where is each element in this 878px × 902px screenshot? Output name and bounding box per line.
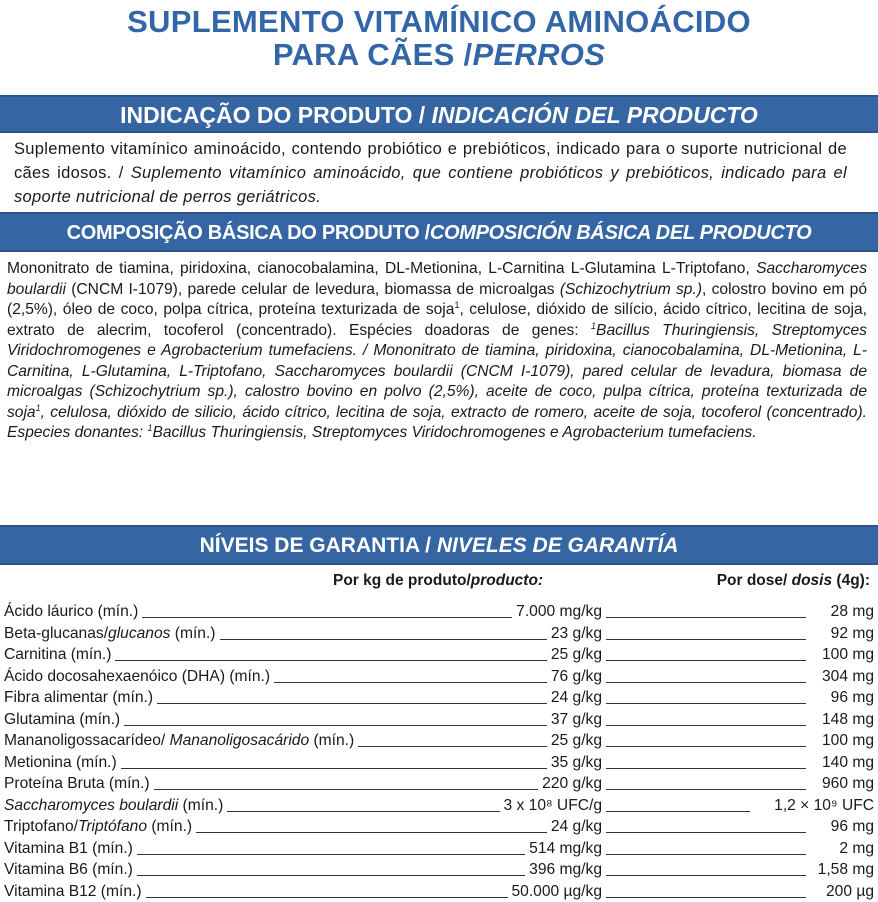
comp-sup-3: 1 [36, 402, 41, 412]
leader-line [606, 601, 806, 618]
composition-text [7, 259, 867, 444]
value-per-kg: 50.000 µg/kg [512, 881, 603, 902]
leader-line [606, 752, 806, 769]
table-row [4, 752, 874, 774]
leader-line [154, 773, 539, 790]
nutrient-name [4, 623, 216, 645]
value-per-kg: 3 x 10⁸ UFC/g [504, 795, 602, 817]
comp-es-i: Bacillus Thuringiensis, Streptomyces Viridochromogenes e Agrobacterium tumefaciens. [152, 424, 756, 441]
value-per-dose: 1,2 × 10⁹ UFC [754, 795, 874, 817]
col1-pt: Por kg de produto/ [333, 572, 471, 589]
value-per-dose: 200 µg [810, 881, 874, 902]
value-per-kg: 35 g/kg [551, 752, 602, 774]
nutrient-name-es: Saccharomyces boulardii [4, 797, 178, 814]
value-per-dose: 140 mg [810, 752, 874, 774]
table-row [4, 730, 874, 752]
guarantee-table [4, 601, 874, 902]
value-per-dose: 148 mg [810, 709, 874, 731]
table-row [4, 816, 874, 838]
nutrient-name-tail: (mín.) [309, 732, 354, 749]
value-per-dose: 2 mg [810, 838, 874, 860]
leader-line [115, 644, 546, 661]
title-line-1: SUPLEMENTO VITAMÍNICO AMINOÁCIDO [0, 5, 878, 38]
nutrient-name-pt: Carnitina (mín.) [4, 646, 111, 663]
nutrient-name [4, 730, 354, 752]
value-per-kg: 7.000 mg/kg [516, 601, 602, 623]
indication-text-es: Suplemento vitamínico aminoácido, que contiene probióticos y prebióticos, indicado para el soporte nutricional de perros geriátricos. [14, 164, 847, 206]
composition-heading-es: COMPOSICIÓN BÁSICA DEL PRODUCTO [430, 222, 811, 244]
indication-heading-pt: INDICAÇÃO DO PRODUTO / [120, 102, 431, 128]
nutrient-name [4, 859, 133, 881]
leader-line [606, 795, 750, 812]
col2-tail: (4g): [832, 572, 870, 589]
value-per-dose: 92 mg [810, 623, 874, 645]
leader-line [606, 644, 806, 661]
leader-line [606, 709, 806, 726]
table-row [4, 795, 874, 817]
nutrient-name [4, 881, 142, 902]
value-per-dose: 960 mg [810, 773, 874, 795]
nutrient-name-pt: Vitamina B12 (mín.) [4, 883, 142, 900]
leader-line [220, 623, 547, 640]
leader-line [606, 838, 806, 855]
table-row [4, 881, 874, 902]
table-row [4, 709, 874, 731]
leader-line [606, 687, 806, 704]
composition-heading [0, 212, 878, 252]
nutrient-name-pt: Mananoligossacarídeo/ [4, 732, 170, 749]
nutrient-name [4, 816, 192, 838]
comp-pt-g: Bacillus Thuringiensis, Streptomyces Viridochromogenes e Agrobacterium tumefaciens. / Mononitrato de tiamina, piridoxina, cianocobalamina, DL-Metionina, L-Carnitina, L-Glutamina, L-Triptofano, Saccharomyces boulardii (CNCM I-1079), pared celular de levadura, biomasa de microalgas (Schizochytrium sp.), calostro bovino en polvo (2,5%), aceite de coco, pulpa cítrica, proteína texturizada de soja [7, 322, 867, 421]
leader-line [146, 881, 508, 898]
col2-pt: Por dose/ [717, 572, 792, 589]
composition-heading-pt: COMPOSIÇÃO BÁSICA DO PRODUTO / [67, 222, 430, 244]
table-row [4, 601, 874, 623]
column-header-per-kg [333, 572, 543, 590]
comp-pt-e: , colostro bovino em pó (2,5%), óleo de coco, polpa cítrica, proteína texturizada de soja [7, 281, 867, 319]
nutrient-name [4, 709, 120, 731]
nutrient-name [4, 838, 133, 860]
value-per-kg: 220 g/kg [542, 773, 602, 795]
nutrient-name-es: Triptófano [78, 818, 147, 835]
value-per-dose: 304 mg [810, 666, 874, 688]
value-per-dose: 96 mg [810, 687, 874, 709]
column-header-per-dose [717, 572, 870, 590]
leader-line [358, 730, 547, 747]
value-per-dose: 100 mg [810, 730, 874, 752]
indication-text [14, 137, 847, 209]
nutrient-name-pt: Vitamina B6 (mín.) [4, 861, 133, 878]
nutrient-name [4, 644, 111, 666]
leader-line [142, 601, 512, 618]
leader-line [606, 773, 806, 790]
leader-line [157, 687, 547, 704]
nutrient-name-tail: (mín.) [147, 818, 192, 835]
nutrient-name [4, 687, 153, 709]
nutrient-name-pt: Beta-glucanas/ [4, 625, 108, 642]
title-line-2-es: PERROS [472, 37, 605, 72]
nutrient-name-pt: Ácido docosahexaenóico (DHA) (mín.) [4, 668, 270, 685]
table-row [4, 773, 874, 795]
leader-line [227, 795, 499, 812]
leader-line [137, 838, 525, 855]
leader-line [274, 666, 547, 683]
leader-line [606, 730, 806, 747]
value-per-dose: 96 mg [810, 816, 874, 838]
guarantee-heading-es: NIVELES DE GARANTÍA [437, 534, 679, 557]
leader-line [121, 752, 547, 769]
value-per-kg: 25 g/kg [551, 644, 602, 666]
value-per-kg: 76 g/kg [551, 666, 602, 688]
nutrient-name [4, 752, 117, 774]
col2-es: dosis [792, 572, 832, 589]
title-line-2-pt: PARA CÃES / [273, 37, 473, 72]
comp-sup-1: 1 [454, 300, 459, 310]
nutrient-name-pt: Ácido láurico (mín.) [4, 603, 138, 620]
table-row [4, 623, 874, 645]
table-row [4, 644, 874, 666]
nutrient-name [4, 666, 270, 688]
nutrient-name [4, 795, 223, 817]
leader-line [196, 816, 547, 833]
comp-pt-b: Saccharomyces boulardii [7, 260, 867, 298]
guarantee-heading-pt: NÍVEIS DE GARANTIA / [200, 534, 437, 557]
table-row [4, 687, 874, 709]
nutrient-name-pt: Triptofano/ [4, 818, 78, 835]
value-per-dose: 1,58 mg [810, 859, 874, 881]
guarantee-heading [0, 525, 878, 565]
value-per-kg: 24 g/kg [551, 687, 602, 709]
nutrient-name-pt: Vitamina B1 (mín.) [4, 840, 133, 857]
value-per-kg: 37 g/kg [551, 709, 602, 731]
comp-pt-c: (CNCM I-1079), parede celular de levedura, biomassa de microalgas [66, 281, 560, 298]
indication-text-pt: Suplemento vitamínico aminoácido, contendo probiótico e prebióticos, indicado para o suporte nutricional de cães idosos. / [14, 140, 847, 182]
comp-sup-4: 1 [147, 423, 152, 433]
leader-line [606, 816, 806, 833]
nutrient-name-pt: Proteína Bruta (mín.) [4, 775, 150, 792]
value-per-dose: 100 mg [810, 644, 874, 666]
comp-es-h: , celulosa, dióxido de silicio, ácido cítrico, lecitina de soja, extracto de romero, aceite de soja, tocoferol (concentrado). Especies donantes: [7, 404, 867, 442]
indication-heading-es: INDICACIÓN DEL PRODUCTO [432, 102, 758, 128]
comp-pt-a: Mononitrato de tiamina, piridoxina, cianocobalamina, DL-Metionina, L-Carnitina L-Glutamina L-Triptofano, [7, 260, 756, 277]
comp-pt-d: (Schizochytrium sp.) [560, 281, 702, 298]
table-row [4, 859, 874, 881]
leader-line [137, 859, 525, 876]
value-per-kg: 396 mg/kg [529, 859, 602, 881]
nutrient-name-tail: (mín.) [170, 625, 215, 642]
table-row [4, 838, 874, 860]
comp-sup-2: 1 [591, 320, 596, 330]
page-title [0, 5, 878, 71]
col1-es: producto: [471, 572, 543, 589]
leader-line [124, 709, 547, 726]
leader-line [606, 881, 806, 898]
table-row [4, 666, 874, 688]
nutrient-name-es: glucanos [108, 625, 170, 642]
leader-line [606, 623, 806, 640]
value-per-kg: 514 mg/kg [529, 838, 602, 860]
title-line-2 [0, 38, 878, 71]
nutrient-name-pt: Fibra alimentar (mín.) [4, 689, 153, 706]
leader-line [606, 666, 806, 683]
value-per-kg: 23 g/kg [551, 623, 602, 645]
nutrient-name-pt: Metionina (mín.) [4, 754, 117, 771]
leader-line [606, 859, 806, 876]
comp-pt-f: , celulose, dióxido de silício, ácido cítrico, lecitina de soja, extrato de alecrim, tocoferol (concentrado). Espécies doadoras de genes: [7, 301, 867, 339]
nutrient-name-pt: Glutamina (mín.) [4, 711, 120, 728]
value-per-dose: 28 mg [810, 601, 874, 623]
value-per-kg: 25 g/kg [551, 730, 602, 752]
indication-heading [0, 95, 878, 133]
nutrient-name-es: Mananoligosacárido [170, 732, 310, 749]
nutrient-name-tail: (mín.) [178, 797, 223, 814]
nutrient-name [4, 601, 138, 623]
nutrient-name [4, 773, 150, 795]
value-per-kg: 24 g/kg [551, 816, 602, 838]
